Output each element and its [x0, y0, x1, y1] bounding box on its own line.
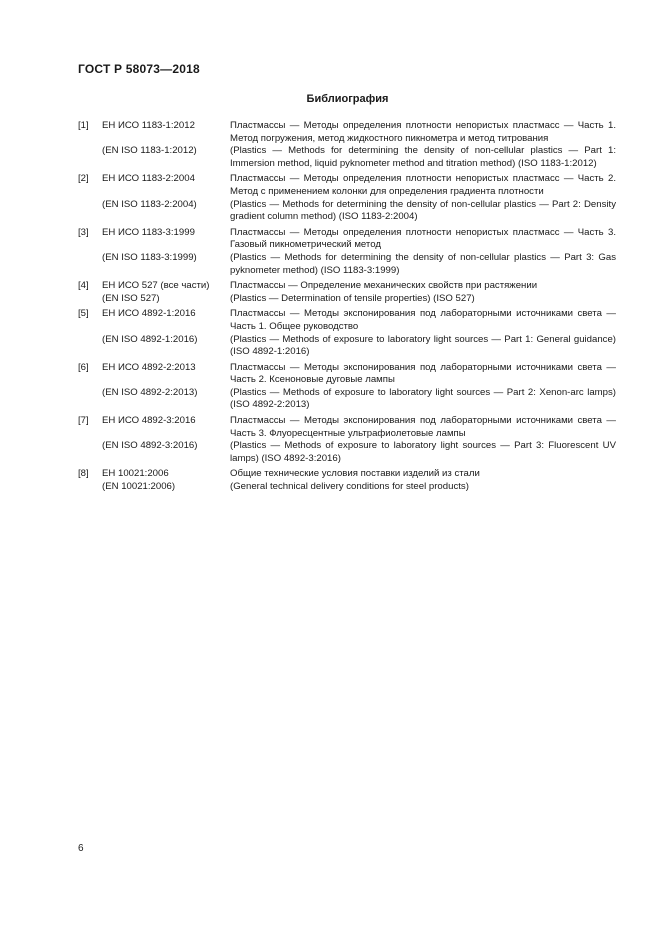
- entry-code-en: (EN ISO 1183-2:2004): [102, 198, 197, 210]
- entry-desc-ru: Пластмассы — Методы экспонирования под лабораторными источниками света — Часть 1. Общее руководство: [230, 308, 616, 332]
- bibliography-entry: [78, 173, 616, 223]
- entry-desc-ru: Пластмассы — Определение механических свойств при растяжении: [230, 280, 538, 292]
- entry-description: [230, 280, 616, 305]
- bibliography-list: [78, 120, 616, 497]
- entry-desc-en: (Plastics — Methods for determining the density of non-cellular plastics — Part 2: Density gradient column method) (ISO 1183-2:2004): [230, 198, 616, 223]
- bibliography-entry: [78, 120, 616, 170]
- entry-number: [5]: [78, 308, 89, 320]
- page-number: 6: [78, 843, 84, 854]
- entry-code-en: (EN 10021:2006): [102, 481, 176, 493]
- entry-description: [230, 415, 616, 465]
- entry-code-ru: ЕН ИСО 4892-1:2016: [102, 308, 196, 320]
- entry-desc-en: (General technical delivery conditions for steel products): [230, 481, 469, 493]
- bibliography-entry: [78, 468, 616, 493]
- entry-desc-en: (Plastics — Methods of exposure to laboratory light sources — Part 2: Xenon-arc lamps) (ISO 4892-2:2013): [230, 386, 616, 411]
- entry-desc-ru: Пластмассы — Методы экспонирования под лабораторными источниками света — Часть 3. Флуоресцентные ультрафиолетовые лампы: [230, 415, 616, 439]
- entry-codes: [102, 173, 230, 223]
- document-header-id: ГОСТ Р 58073—2018: [78, 62, 200, 76]
- entry-code-ru: ЕН ИСО 527 (все части): [102, 280, 210, 292]
- entry-description: [230, 362, 616, 412]
- entry-code-ru: ЕН ИСО 1183-3:1999: [102, 226, 195, 238]
- entry-number: [6]: [78, 361, 89, 373]
- entry-code-en: (EN ISO 4892-1:2016): [102, 333, 198, 345]
- entry-description: [230, 468, 616, 493]
- entry-codes: [102, 280, 230, 305]
- entry-code-en: (EN ISO 527): [102, 292, 160, 304]
- entry-desc-en: (Plastics — Methods of exposure to laboratory light sources — Part 1: General guidance) (ISO 4892-1:2016): [230, 333, 616, 358]
- entry-code-ru: ЕН ИСО 1183-2:2004: [102, 173, 195, 185]
- entry-description: [230, 173, 616, 223]
- entry-number: [8]: [78, 468, 89, 480]
- entry-codes: [102, 120, 230, 170]
- entry-desc-ru: Общие технические условия поставки изделий из стали: [230, 468, 480, 480]
- entry-desc-ru: Пластмассы — Методы определения плотности непористых пластмасс — Часть 1. Метод погружения, метод жидкостного пикнометра и метод титрования: [230, 120, 616, 144]
- entry-desc-ru: Пластмассы — Методы определения плотности непористых пластмасс — Часть 3. Газовый пикнометрический метод: [230, 226, 616, 251]
- entry-code-en: (EN ISO 4892-2:2013): [102, 386, 198, 398]
- entry-code-ru: ЕН 10021:2006: [102, 468, 169, 480]
- entry-desc-en: (Plastics — Methods of exposure to laboratory light sources — Part 3: Fluorescent UV lamps) (ISO 4892-3:2016): [230, 440, 616, 464]
- entry-number: [4]: [78, 280, 89, 292]
- entry-desc-en: (Plastics — Methods for determining the density of non-cellular plastics — Part 3: Gas pyknometer method) (ISO 1183-3:1999): [230, 251, 616, 276]
- entry-code-ru: ЕН ИСО 4892-2:2013: [102, 361, 196, 373]
- bibliography-entry: [78, 362, 616, 412]
- entry-codes: [102, 468, 230, 493]
- bibliography-title: Библиография: [306, 93, 389, 105]
- entry-codes: [102, 415, 230, 465]
- entry-description: [230, 120, 616, 170]
- entry-code-en: (EN ISO 1183-3:1999): [102, 251, 197, 263]
- entry-number: [3]: [78, 226, 89, 238]
- entry-desc-ru: Пластмассы — Методы определения плотности непористых пластмасс — Часть 2. Метод с применением колонки для определения градиента плотности: [230, 173, 616, 197]
- bibliography-entry: [78, 415, 616, 465]
- entry-desc-en: (Plastics — Methods for determining the density of non-cellular plastics — Part 1: Immersion method, liquid pyknometer method and titration method) (ISO 1183-1:2012): [230, 145, 616, 169]
- entry-number: [2]: [78, 173, 89, 185]
- entry-code-en: (EN ISO 1183-1:2012): [102, 145, 197, 157]
- entry-desc-ru: Пластмассы — Методы экспонирования под лабораторными источниками света — Часть 2. Ксеноновые дуговые лампы: [230, 361, 616, 386]
- entry-number: [7]: [78, 415, 89, 427]
- entry-codes: [102, 308, 230, 358]
- entry-codes: [102, 227, 230, 277]
- entry-desc-en: (Plastics — Determination of tensile properties) (ISO 527): [230, 292, 475, 304]
- bibliography-entry: [78, 280, 616, 305]
- entry-number: [1]: [78, 120, 89, 131]
- entry-description: [230, 227, 616, 277]
- entry-description: [230, 308, 616, 358]
- entry-code-en: (EN ISO 4892-3:2016): [102, 440, 198, 452]
- entry-codes: [102, 362, 230, 412]
- bibliography-entry: [78, 308, 616, 358]
- entry-code-ru: ЕН ИСО 1183-1:2012: [102, 120, 195, 131]
- bibliography-entry: [78, 227, 616, 277]
- entry-code-ru: ЕН ИСО 4892-3:2016: [102, 415, 196, 427]
